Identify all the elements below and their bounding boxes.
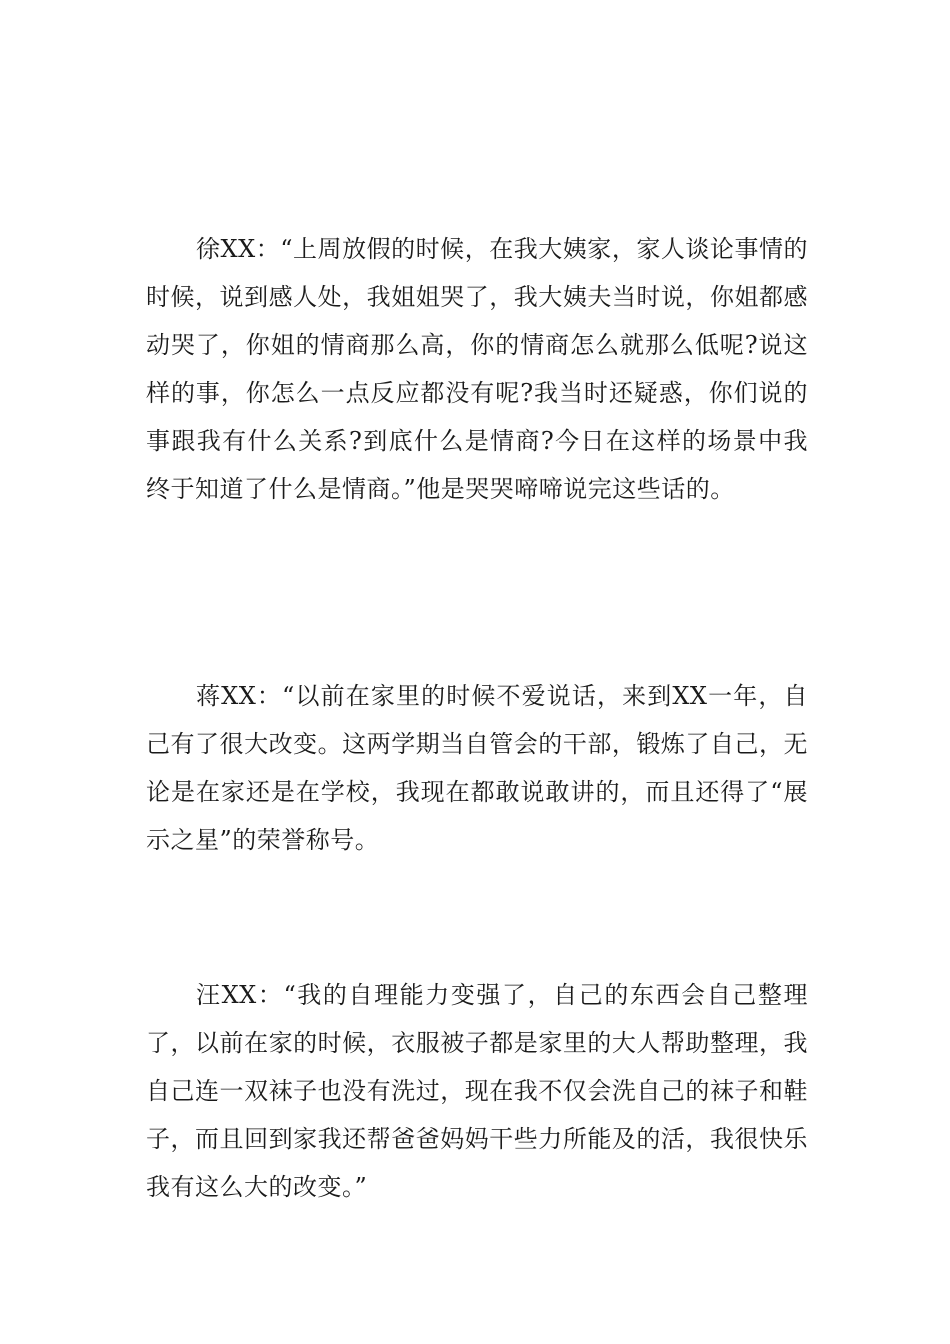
paragraph-xu: 徐XX：“上周放假的时候，在我大姨家，家人谈论事情的时候，说到感人处，我姐姐哭了，我大姨夫当时说，你姐都感动哭了，你姐的情商那么高，你的情商怎么就那么低呢?说这样的事，你怎么一点反应都没有呢?我当时还疑惑，你们说的事跟我有什么关系?到底什么是情商?今日在这样的场景中我终于知道了什么是情商。”他是哭哭啼啼说完这些话的。 bbox=[146, 235, 808, 503]
paragraph-wang: 汪XX：“我的自理能力变强了，自己的东西会自己整理了，以前在家的时候，衣服被子都是家里的大人帮助整理，我自己连一双袜子也没有洗过，现在我不仅会洗自己的袜子和鞋子，而且回到家我还帮爸爸妈妈干些力所能及的活，我很快乐我有这么大的改变。” bbox=[146, 981, 808, 1201]
paragraph-jiang: 蒋XX：“以前在家里的时候不爱说话，来到XX一年，自己有了很大改变。这两学期当自管会的干部，锻炼了自己，无论是在家还是在学校，我现在都敢说敢讲的，而且还得了“展示之星”的荣誉称号。 bbox=[146, 682, 808, 854]
